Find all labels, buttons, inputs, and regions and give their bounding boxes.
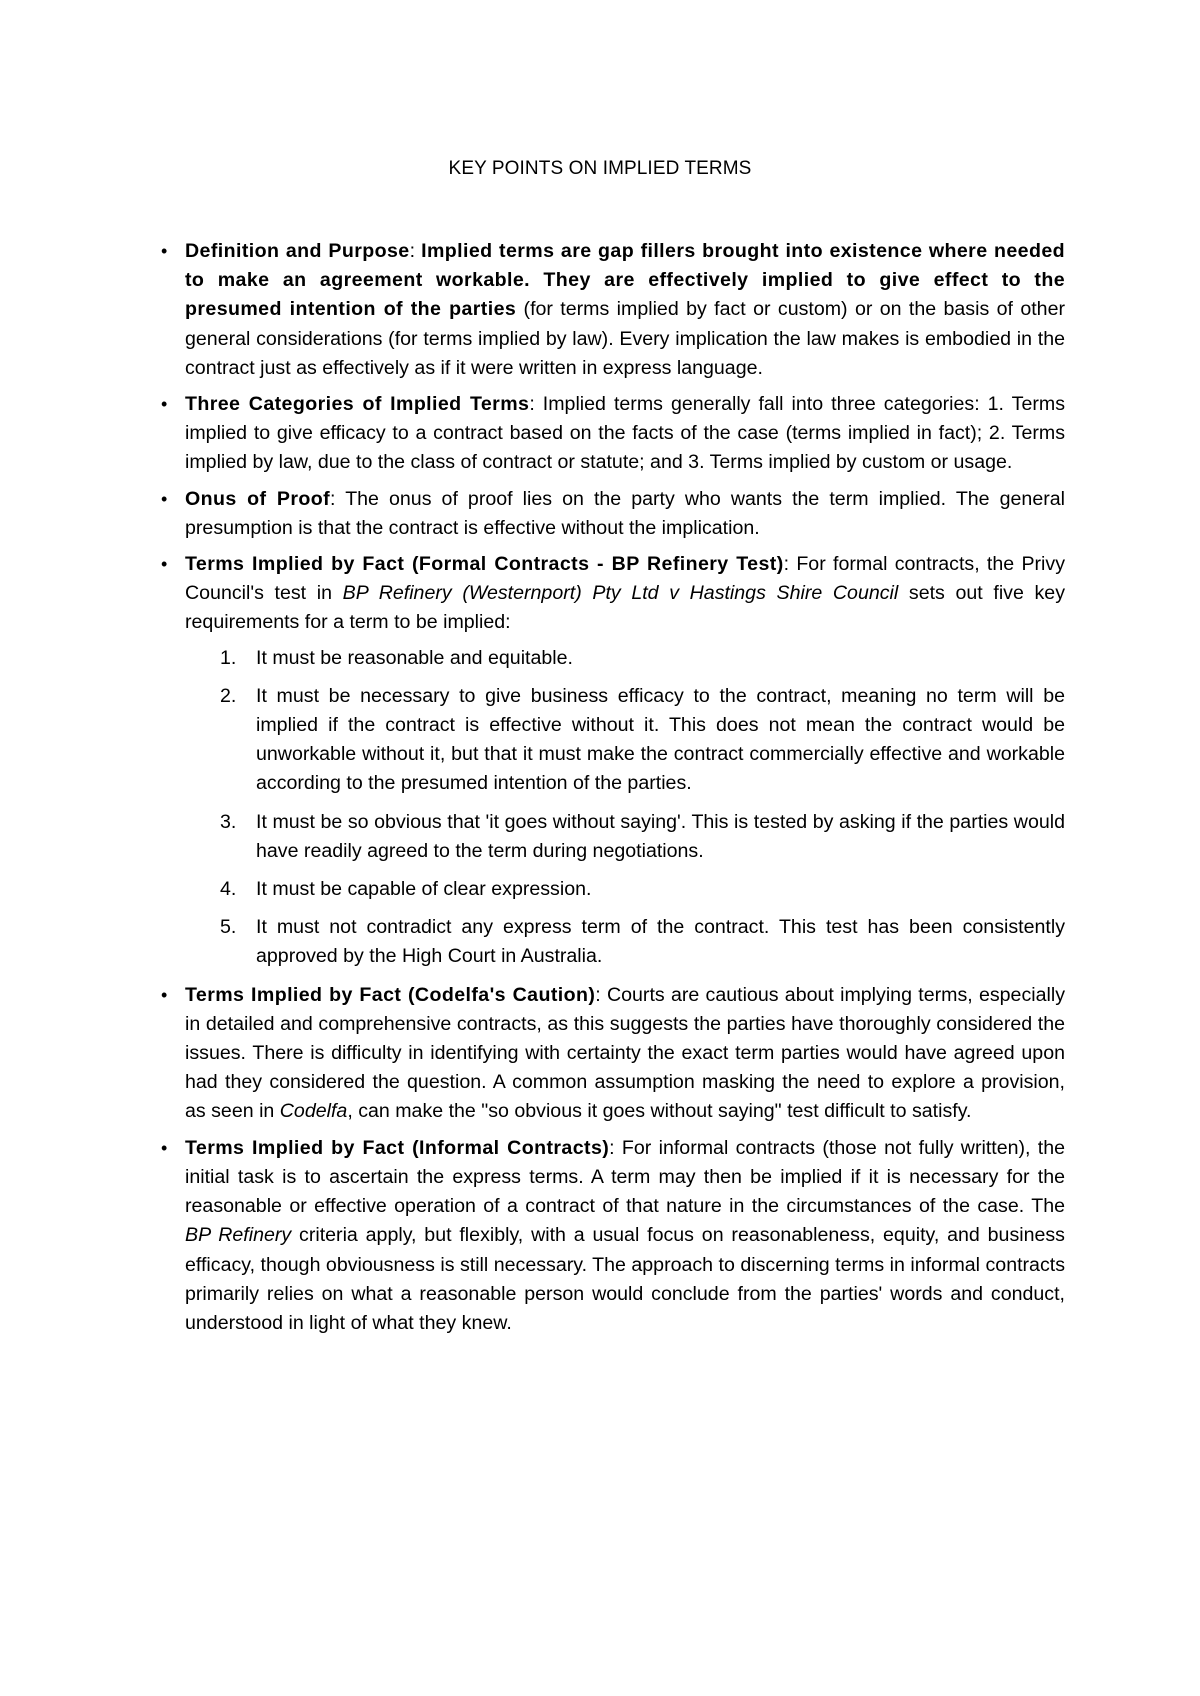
- heading-separator: :: [529, 393, 543, 416]
- bullet-icon: •: [161, 1137, 168, 1158]
- bullet-text: For informal contracts (those not fully written), the initial task is to ascertain the express terms. A term may then be implied if it is necessary for the reasonable or effective operation of a contract of that nature in the circumstances of the case. The: [185, 1136, 1066, 1218]
- bullet-heading: Three Categories of Implied Terms: [185, 393, 530, 416]
- bullet-icon: •: [161, 488, 168, 509]
- case-citation: BP Refinery: [185, 1224, 292, 1247]
- bullet-text: sets out five key requirements for a term to be implied:: [185, 582, 1065, 634]
- bullet-informal-contracts: [161, 1134, 1066, 1338]
- requirement-item: [185, 682, 1065, 799]
- heading-separator: :: [409, 240, 422, 262]
- requirements-list: [185, 644, 1065, 972]
- requirement-text: It must not contradict any express term of the contract. This test has been consistently approved by the High Court in Australia.: [256, 916, 1065, 968]
- requirement-number: 1.: [220, 646, 237, 669]
- requirement-item: [185, 913, 1065, 971]
- document-title: KEY POINTS ON IMPLIED TERMS: [448, 158, 752, 179]
- case-citation: Codelfa: [279, 1100, 348, 1123]
- bullet-icon: •: [161, 241, 168, 261]
- case-citation: BP Refinery (Westernport) Pty Ltd v Hastings Shire Council: [342, 582, 899, 605]
- bullet-onus-of-proof: [161, 485, 1065, 543]
- bullet-text: Courts are cautious about implying terms, especially in detailed and comprehensive contracts, as this suggests the parties have thoroughly considered the issues. There is difficulty in identifying with certainty the exact term parties would have agreed upon had they considered the question. A common assumption masking the need to explore a provision, as seen in: [185, 983, 1065, 1123]
- bullet-bp-refinery-test: [161, 550, 1065, 972]
- bullet-text: Implied terms generally fall into three categories: 1. Terms implied to give efficacy to a contract based on the facts of the case (terms implied in fact); 2. Terms implied by law, due to the class of contract or statute; and 3. Terms implied by custom or usage.: [185, 393, 1065, 474]
- bullet-heading: Definition and Purpose: [185, 240, 410, 262]
- requirement-number: 5.: [220, 916, 237, 939]
- bullet-text: For formal contracts, the Privy Council's test in: [185, 553, 1065, 605]
- requirement-text: It must be so obvious that 'it goes without saying'. This is tested by asking if the parties would have readily agreed to the term during negotiations.: [256, 810, 1065, 862]
- requirement-item: [185, 644, 1065, 673]
- bullet-text: (for terms implied by fact or custom) or on the basis of other general considerations (for terms implied by law). Every implication the law makes is embodied in the contract just as effectively as if it were written in express language.: [185, 298, 1065, 379]
- bullet-three-categories: [161, 390, 1065, 478]
- document-body: [161, 237, 1066, 1345]
- requirement-item: [185, 875, 1065, 904]
- bullet-heading: Terms Implied by Fact (Formal Contracts - BP Refinery Test): [185, 553, 784, 576]
- bullet-bold-lead: Implied terms are gap fillers brought into existence where needed to make an agreement workable. They are effectively implied to give effect to the presumed intention of the parties: [185, 240, 1066, 321]
- bullet-heading: Onus of Proof: [185, 487, 331, 510]
- bullet-codelfa-caution: [161, 981, 1065, 1127]
- bullet-heading: Terms Implied by Fact (Informal Contracts): [185, 1136, 610, 1159]
- heading-separator: :: [330, 487, 346, 510]
- requirement-number: 4.: [220, 878, 237, 901]
- bullet-text: The onus of proof lies on the party who wants the term implied. The general presumption is that the contract is effective without the implication.: [185, 487, 1065, 539]
- bullet-text: , can make the "so obvious it goes without saying" test difficult to satisfy.: [347, 1100, 972, 1123]
- heading-separator: :: [783, 553, 797, 576]
- requirement-number: 3.: [220, 810, 237, 833]
- requirement-text: It must be necessary to give business efficacy to the contract, meaning no term will be implied if the contract is effective without it. This does not mean the contract would be unworkable without it, but that it must make the contract commercially effective and workable according to the presumed intention of the parties.: [256, 684, 1065, 795]
- bullet-heading: Terms Implied by Fact (Codelfa's Caution): [185, 983, 596, 1006]
- bullet-icon: •: [161, 554, 168, 575]
- heading-separator: :: [609, 1136, 622, 1159]
- bullet-icon: •: [161, 984, 168, 1005]
- requirement-text: It must be capable of clear expression.: [256, 878, 592, 901]
- heading-separator: :: [595, 983, 607, 1006]
- bullet-text: criteria apply, but flexibly, with a usual focus on reasonableness, equity, and business efficacy, though obviousness is still necessary. The approach to discerning terms in informal contracts primarily relies on what a reasonable person would conclude from the parties' words and conduct, understood in light of what they knew.: [185, 1224, 1065, 1334]
- requirement-text: It must be reasonable and equitable.: [256, 646, 573, 669]
- bullet-definition-and-purpose: [161, 237, 1066, 383]
- bullet-icon: •: [161, 394, 168, 415]
- requirement-item: [185, 808, 1065, 866]
- requirement-number: 2.: [220, 684, 237, 707]
